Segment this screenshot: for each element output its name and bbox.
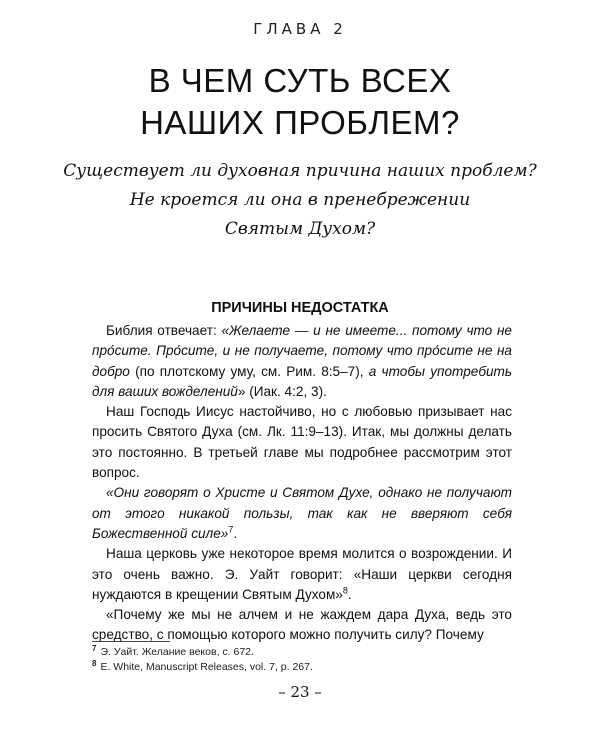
paragraph-3-end: . xyxy=(233,525,238,541)
page-number: – 23 – xyxy=(278,683,322,701)
footnote-ref-7: 7 xyxy=(228,524,234,535)
chapter-title-line-2: НАШИХ ПРОБЛЕМ? xyxy=(140,104,460,141)
epigraph-line-2: Не кроется ли она в пренебрежении xyxy=(129,190,471,210)
paragraph-1-citation: » (Иак. 4:2, 3). xyxy=(237,383,327,399)
paragraph-1-quote: «Желаете — и не имеете... потому что не про́сите. Про́сите, и не получаете, потому что про́сите не на добро xyxy=(92,323,512,379)
paragraph-4 xyxy=(92,544,512,605)
chapter-title xyxy=(0,60,600,144)
paragraph-5: «Почему же мы не алчем и не жаждем дара Духа, ведь это средство, с помощью которого можно получить силу? Почему xyxy=(92,607,512,643)
paragraph-4-text: Наша церковь уже некоторое время молится о возрождении. И это очень важно. Э. Уайт говорит: «Наши церкви сегодня нуждаются в крещении Святым Духом» xyxy=(92,546,512,602)
footnote-8 xyxy=(92,660,512,675)
paragraph-1-reference: (по плотскому уму, см. Рим. 8:5–7), xyxy=(129,363,369,379)
chapter-title-line-1: В ЧЕМ СУТЬ ВСЕХ xyxy=(148,62,452,99)
paragraph-4-end: . xyxy=(347,586,352,602)
epigraph-line-1: Существует ли духовная причина наших проблем? xyxy=(63,161,537,181)
paragraph-1 xyxy=(92,321,512,402)
footnote-text: Э. Уайт. Желание веков, с. 672. xyxy=(100,646,254,658)
footnote-number: 8 xyxy=(92,658,97,668)
chapter-label: ГЛАВА 2 xyxy=(253,20,347,38)
footnote-divider xyxy=(92,641,170,642)
epigraph-line-3: Святым Духом? xyxy=(224,219,376,239)
body-text xyxy=(92,321,512,646)
section-heading: ПРИЧИНЫ НЕДОСТАТКА xyxy=(211,300,389,316)
footnotes xyxy=(92,645,512,675)
footnote-number: 7 xyxy=(92,643,97,653)
paragraph-1-intro: Библия отвечает: xyxy=(106,323,222,338)
paragraph-3-quote: «Они говорят о Христе и Святом Духе, однако не получают от этого никакой пользы, так как не вверяют себя Божественной силе» xyxy=(92,485,512,541)
paragraph-3 xyxy=(92,483,512,544)
paragraph-2: Наш Господь Иисус настойчиво, но с любовью призывает нас просить Святого Духа (см. Лк. 11:9–13). Итак, мы должны делать это постоянно. В третьей главе мы подробнее рассмотрим этот вопрос. xyxy=(92,404,512,481)
paragraph-1-quote-end: а чтобы употребить для ваших вожделений xyxy=(92,363,512,399)
footnote-7 xyxy=(92,645,512,660)
epigraph xyxy=(60,157,540,244)
footnote-text: E. White, Manuscript Releases, vol. 7, p. 267. xyxy=(100,661,313,673)
footnote-ref-8: 8 xyxy=(342,585,348,596)
